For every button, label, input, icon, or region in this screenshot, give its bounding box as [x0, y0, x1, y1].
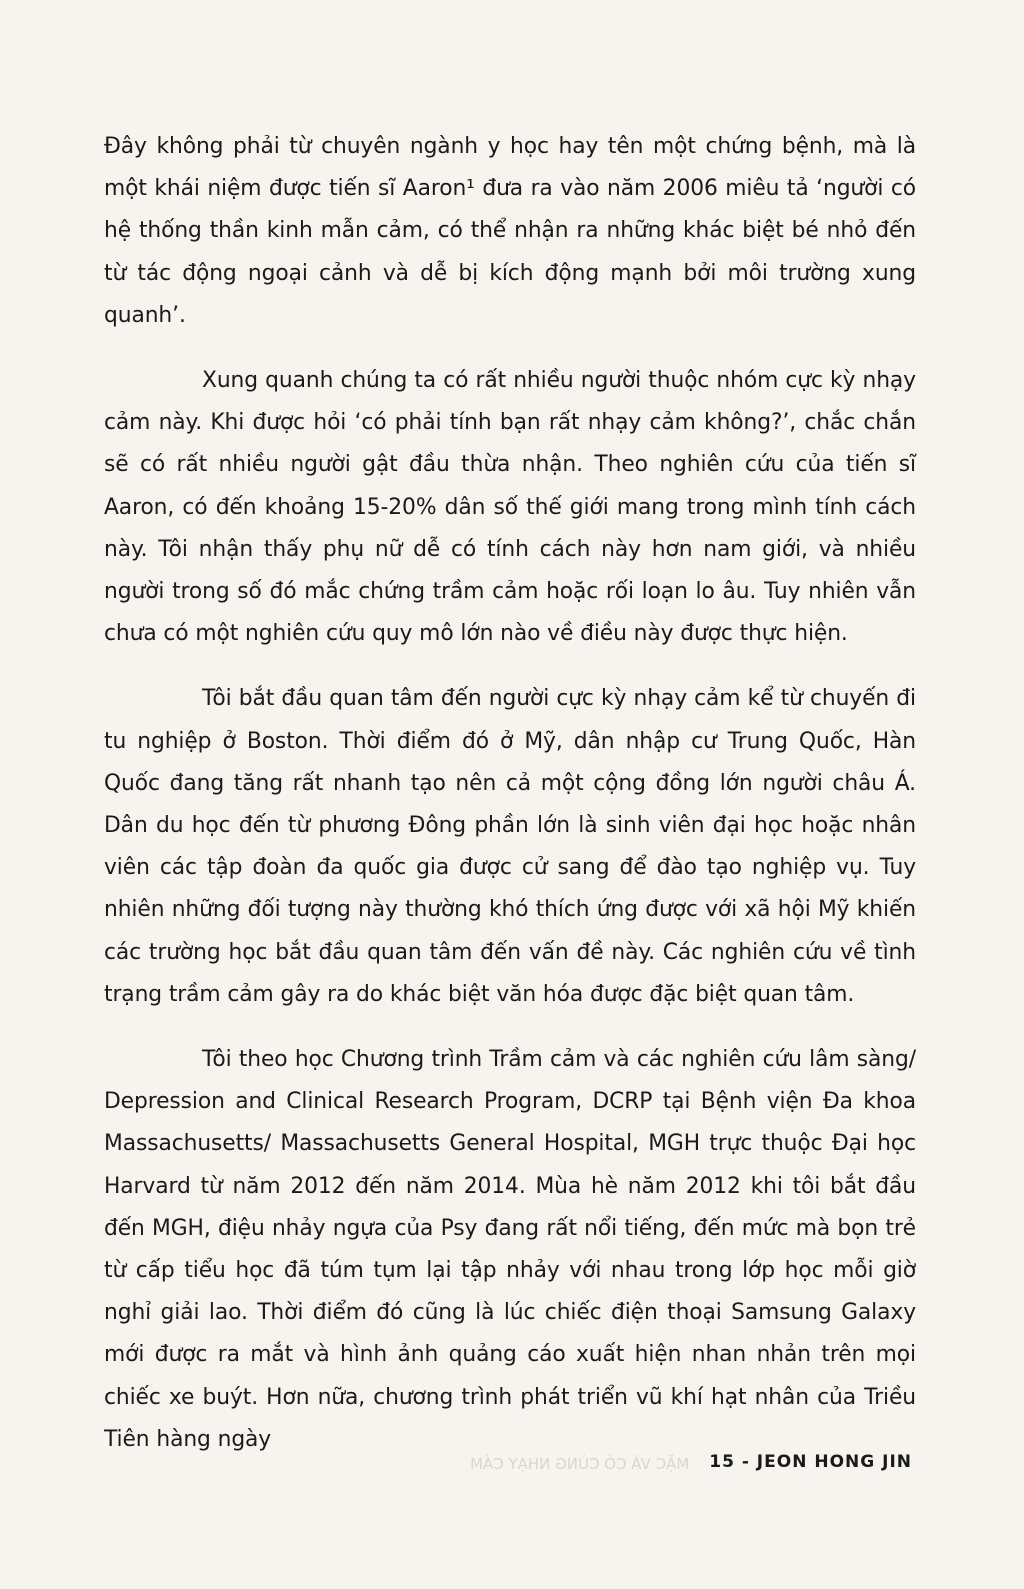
paragraph-4: Tôi theo học Chương trình Trầm cảm và các nghiên cứu lâm sàng/ Depression and Clinical Research Program, DCRP tại Bệnh viện Đa khoa Massachusetts/ Massachusetts General Hospital, MGH trực thuộc Đại học Harvard từ năm 2012 đến năm 2014. Mùa hè năm 2012 khi tôi bắt đầu đến MGH, điệu nhảy ngựa của Psy đang rất nổi tiếng, đến mức mà bọn trẻ từ cấp tiểu học đã túm tụm lại tập nhảy với nhau trong lớp học mỗi giờ nghỉ giải lao. Thời điểm đó cũng là lúc chiếc điện thoại Samsung Galaxy mới được ra mắt và hình ảnh quảng cáo xuất hiện nhan nhản trên mọi chiếc xe buýt. Hơn nữa, chương trình phát triển vũ khí hạt nhân của Triều Tiên hàng ngày [104, 1047, 916, 1452]
paragraph-2: Xung quanh chúng ta có rất nhiều người thuộc nhóm cực kỳ nhạy cảm này. Khi được hỏi ‘có phải tính bạn rất nhạy cảm không?’, chắc chắn sẽ có rất nhiều người gật đầu thừa nhận. Theo nghiên cứu của tiến sĩ Aaron, có đến khoảng 15-20% dân số thế giới mang trong mình tính cách này. Tôi nhận thấy phụ nữ dễ có tính cách này hơn nam giới, và nhiều người trong số đó mắc chứng trầm cảm hoặc rối loạn lo âu. Tuy nhiên vẫn chưa có một nghiên cứu quy mô lớn nào về điều này được thực hiện. [104, 368, 916, 647]
page-number-running-head: 15 - JEON HONG JIN [709, 1452, 912, 1472]
paragraph-3: Tôi bắt đầu quan tâm đến người cực kỳ nhạy cảm kể từ chuyến đi tu nghiệp ở Boston. Thời điểm đó ở Mỹ, dân nhập cư Trung Quốc, Hàn Quốc đang tăng rất nhanh tạo nên cả một cộng đồng lớn người châu Á. Dân du học đến từ phương Đông phần lớn là sinh viên đại học hoặc nhân viên các tập đoàn đa quốc gia được cử sang để đào tạo nghiệp vụ. Tuy nhiên những đối tượng này thường khó thích ứng được với xã hội Mỹ khiến các trường học bắt đầu quan tâm đến vấn đề này. Các nghiên cứu về tình trạng trầm cảm gây ra do khác biệt văn hóa được đặc biệt quan tâm. [104, 686, 916, 1007]
footer-bleed-through: MẶC VÀ CÓ CÙNG NHẠY CẢM [470, 1455, 690, 1473]
body-text [104, 126, 916, 1461]
paragraph-1: Đây không phải từ chuyên ngành y học hay tên một chứng bệnh, mà là một khái niệm được tiến sĩ Aaron¹ đưa ra vào năm 2006 miêu tả ‘người có hệ thống thần kinh mẫn cảm, có thể nhận ra những khác biệt bé nhỏ đến từ tác động ngoại cảnh và dễ bị kích động mạnh bởi môi trường xung quanh’. [104, 134, 916, 328]
